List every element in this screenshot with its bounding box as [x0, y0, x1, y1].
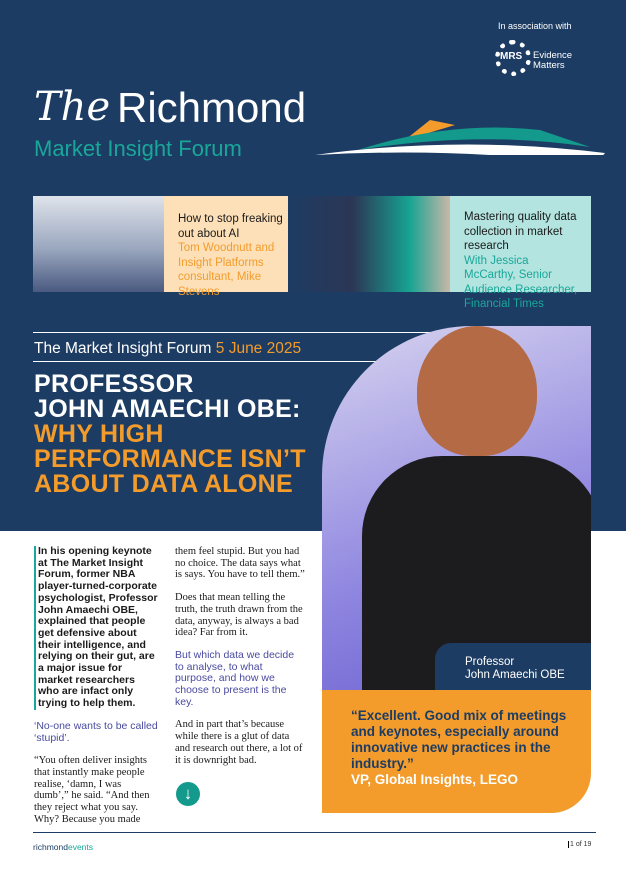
mrs-tagline-2: Matters	[533, 60, 565, 71]
headline-line: JOHN AMAECHI OBE:	[34, 395, 301, 423]
forum-date: 5 June 2025	[215, 340, 302, 357]
session-title: How to stop freaking out about AI	[178, 213, 283, 240]
session-card-ai[interactable]	[33, 196, 306, 298]
testimonial-box	[322, 690, 591, 813]
testimonial-text: “Excellent. Good mix of meetings and keynotes, especially around innovative new practices in the industry.”	[351, 708, 567, 771]
richmond-events-logo	[33, 842, 93, 852]
article-pullquote: But which data we decide to analyse, to what purpose, and how we choose to present is the key.	[175, 648, 295, 708]
testimonial-attribution: VP, Global Insights, LEGO	[351, 772, 519, 787]
photo-caption	[435, 643, 591, 690]
session-card-text	[450, 196, 591, 310]
keynote-speaker-photo	[322, 326, 591, 690]
footer-divider	[33, 832, 596, 833]
brand-subtitle: Market Insight Forum	[34, 136, 242, 161]
mrs-tagline	[533, 51, 572, 71]
article-paragraph: them feel stupid. But you had no choice. The data says what is says. You have to tell them.”	[175, 546, 305, 581]
brand-name: Richmond	[117, 84, 307, 131]
headline-line: PERFORMANCE ISN’T	[34, 445, 306, 473]
headline-line: WHY HIGH	[34, 420, 164, 448]
speaker-photo	[288, 196, 450, 292]
association-label: In association with	[498, 21, 572, 31]
session-card-data-quality[interactable]	[318, 196, 591, 310]
logo-part: richmond	[33, 842, 68, 852]
boat-logo-icon	[310, 95, 610, 155]
brand-the: The	[34, 84, 111, 130]
article-paragraph: “You often deliver insights that instantly make people realise, ‘damn, I was dumb’,” he said. “And then they reject what you say. Why? Because you made	[34, 755, 150, 825]
article-intro: In his opening keynote at The Market Insight Forum, former NBA player-turned-corporate psychologist, Professor John Amaechi OBE, explained that people get defensive about their intelligence, and relying on their gut, are a major issue for market researchers who are infact only trying to help them.	[34, 546, 158, 710]
headline-line: PROFESSOR	[34, 370, 194, 398]
forum-name: The Market Insight Forum	[34, 340, 212, 357]
forum-title	[34, 340, 301, 358]
article-column-1	[34, 546, 158, 836]
article-subhead: ‘No-one wants to be called ‘stupid’.	[34, 719, 158, 744]
page-number: 1 of 19	[570, 841, 592, 848]
session-card-text	[164, 196, 306, 298]
speakers-photo	[33, 196, 164, 292]
headline-line: ABOUT DATA ALONE	[34, 470, 293, 498]
session-speakers: Tom Woodnutt and Insight Platforms consultant, Mike Stevens	[178, 242, 275, 298]
head-shape	[417, 326, 537, 456]
article-headline	[34, 372, 306, 497]
logo-part: events	[67, 842, 94, 852]
article-paragraph: And in part that’s because while there is a glut of data and research out there, a lot of it is downright bad.	[175, 719, 303, 766]
mrs-tagline-1: Evidence	[533, 50, 573, 61]
article-column-2	[175, 546, 305, 777]
article-paragraph: Does that mean telling the truth, the truth drawn from the data, anyway, is always a bad idea? Far from it.	[175, 592, 303, 639]
mrs-abbr: MRS	[500, 51, 523, 62]
mrs-logo	[495, 40, 585, 80]
caption-line: Professor	[465, 656, 515, 668]
arrow-down-icon[interactable]: ↓	[176, 782, 200, 806]
caption-line: John Amaechi OBE	[465, 669, 565, 681]
session-speakers: With Jessica McCarthy, Senior Audience Researcher, Financial Times	[464, 254, 578, 310]
session-title: Mastering quality data collection in market research	[464, 211, 577, 252]
